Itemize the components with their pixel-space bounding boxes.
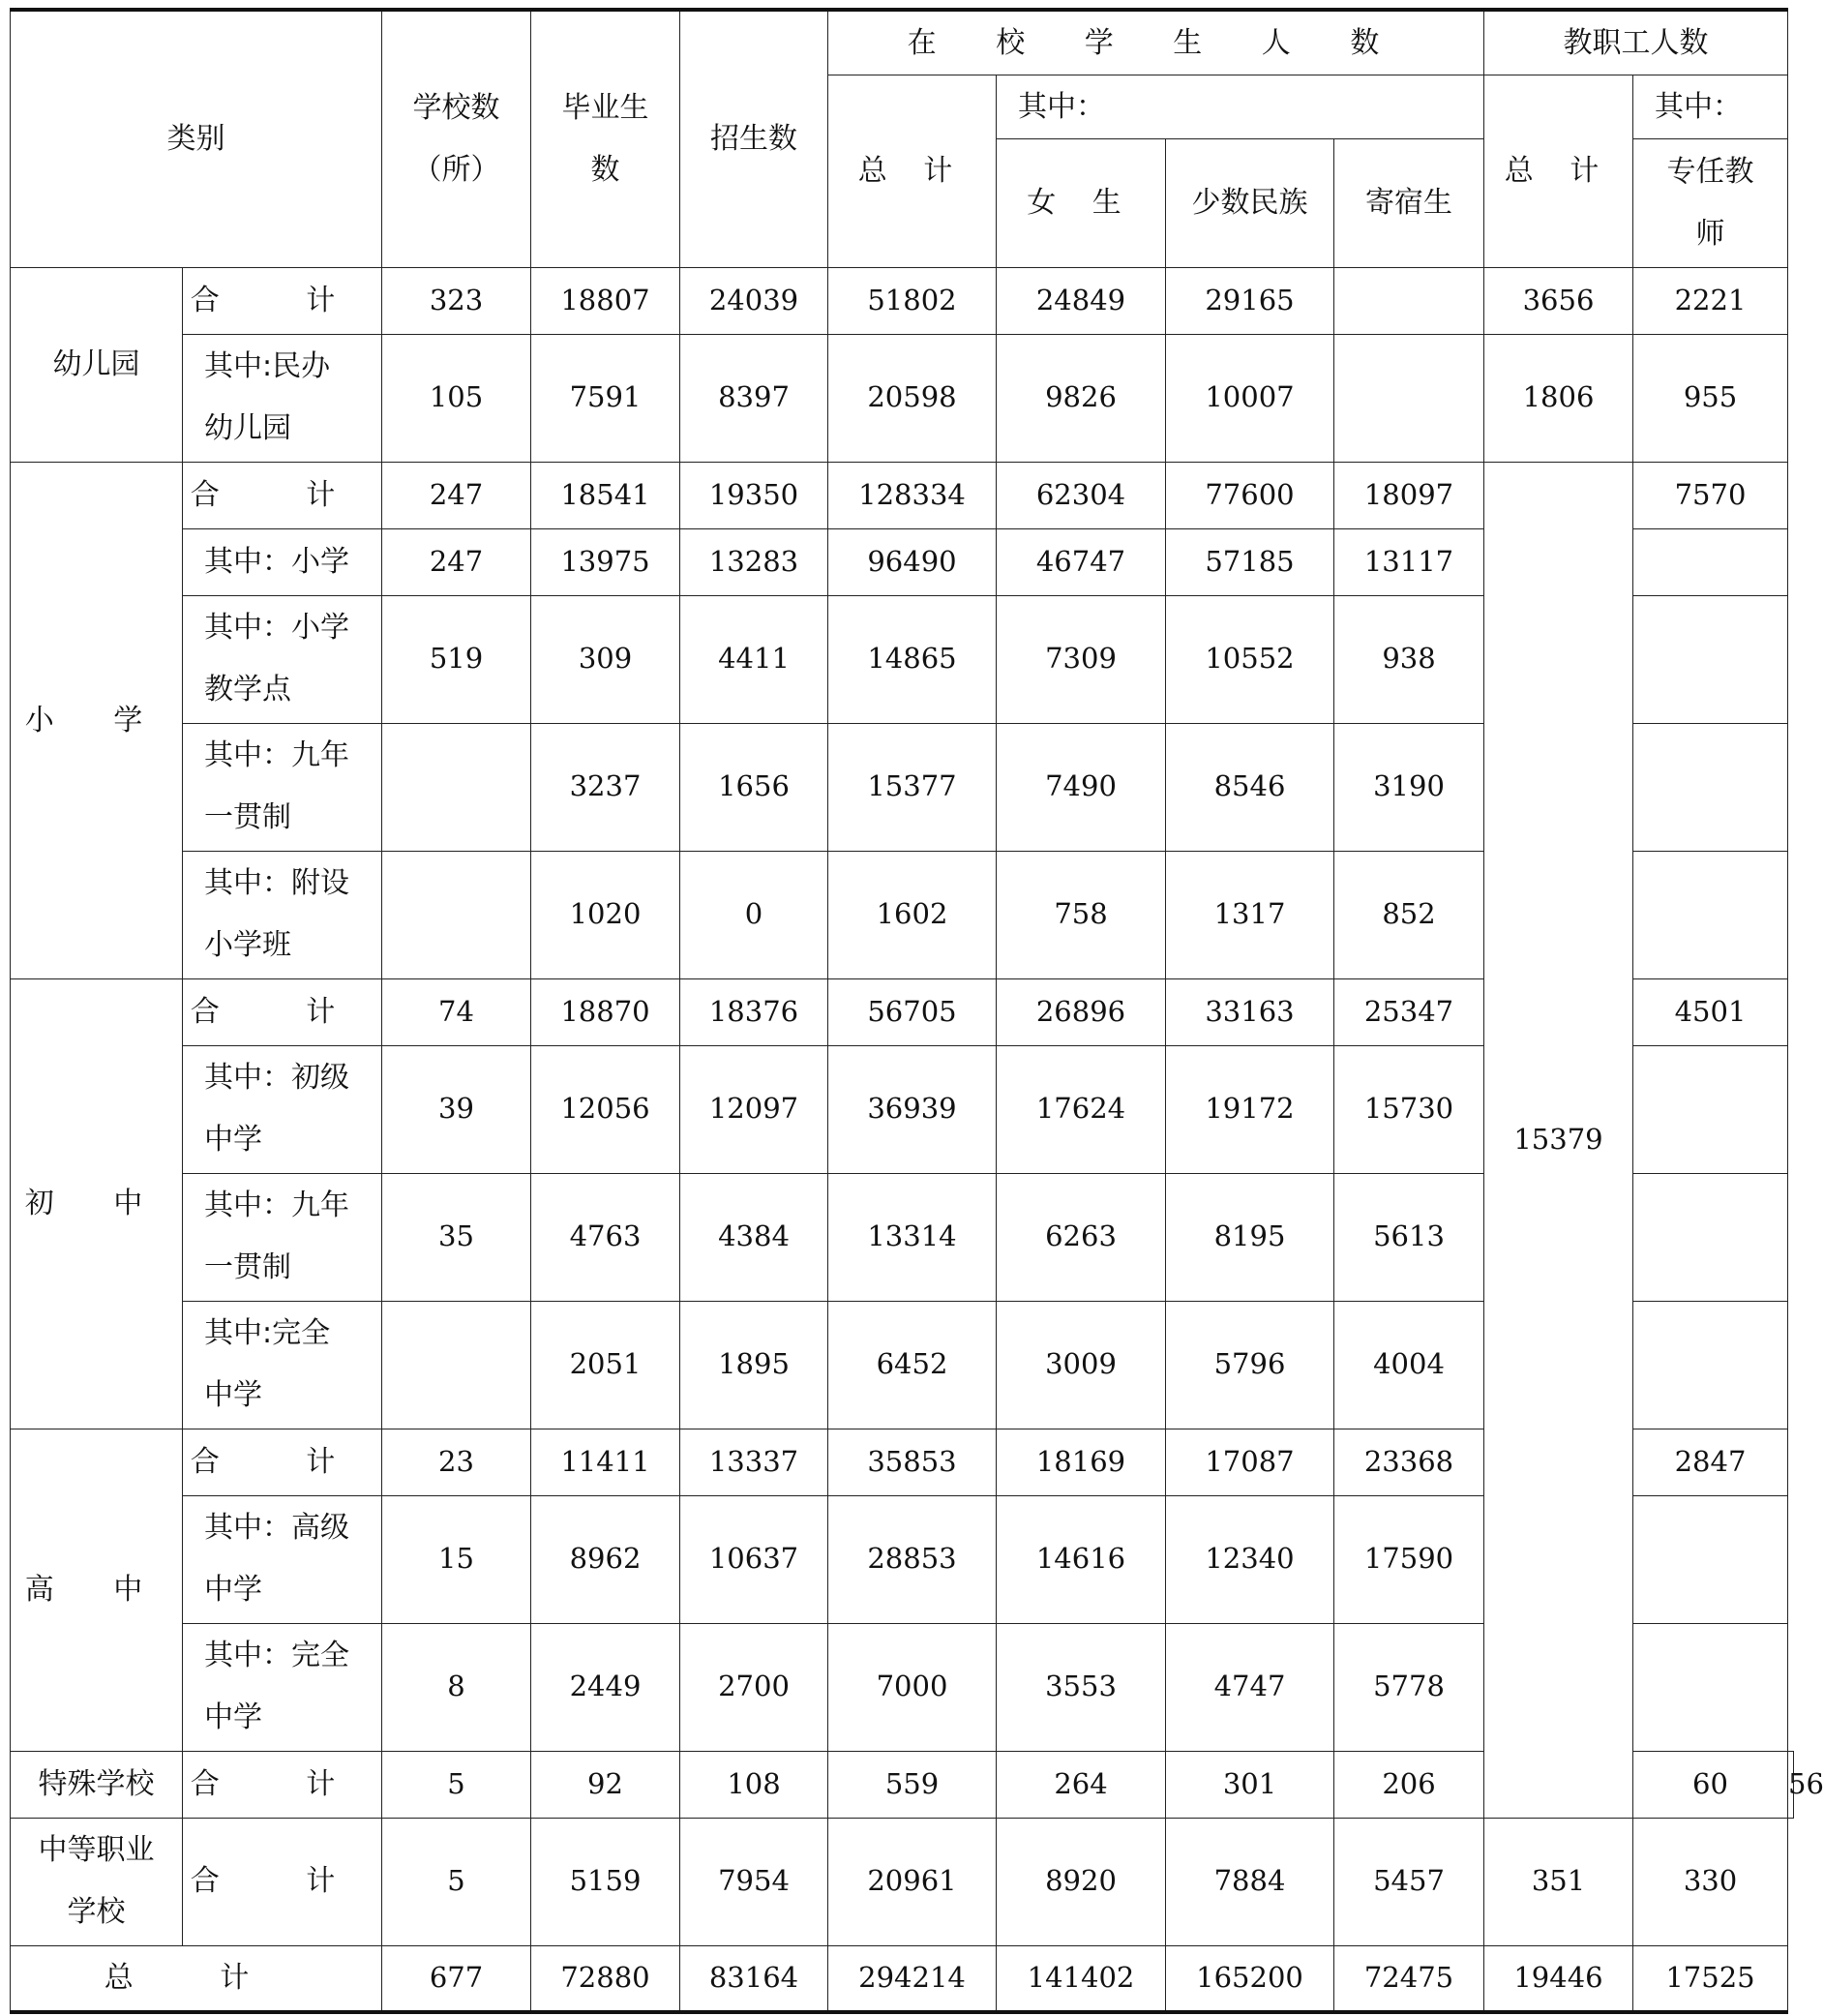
cell-female: 264: [997, 1751, 1166, 1818]
cell-graduates: 13975: [531, 528, 680, 595]
cell-enrollment: 10637: [680, 1495, 828, 1623]
cell-students-total: 559: [828, 1751, 997, 1818]
cell-students-total: 20961: [828, 1818, 997, 1945]
grand-total-label: 总 计: [11, 1945, 382, 2012]
cell-fulltime-teachers: 7570: [1633, 462, 1788, 528]
cell-students-total: 128334: [828, 462, 997, 528]
header-graduates: 毕业生 数: [531, 10, 680, 267]
cell-schools: 323: [382, 267, 531, 334]
cell-female: 24849: [997, 267, 1166, 334]
cell-boarding: 72475: [1334, 1945, 1484, 2012]
group-vocational: 中等职业 学校: [11, 1818, 183, 1945]
header-schools: 学校数 （所）: [382, 10, 531, 267]
header-fulltime-teachers: 专任教 师: [1633, 138, 1788, 267]
cell-graduates: 8962: [531, 1495, 680, 1623]
cell-graduates: 5159: [531, 1818, 680, 1945]
cell-enrollment: 108: [680, 1751, 828, 1818]
row-label: 其中：九年 一贯制: [183, 1173, 382, 1301]
header-female: 女 生: [997, 138, 1166, 267]
cell-boarding: 18097: [1334, 462, 1484, 528]
cell-schools: 519: [382, 595, 531, 723]
cell-boarding: [1334, 334, 1484, 462]
cell-enrollment: 83164: [680, 1945, 828, 2012]
header-staff-of-which: 其中：: [1633, 75, 1788, 138]
row-label: 其中:完全 中学: [183, 1301, 382, 1429]
cell-schools: [382, 723, 531, 851]
cell-schools: 8: [382, 1623, 531, 1751]
cell-fulltime-teachers: [1633, 1623, 1788, 1751]
cell-graduates: 11411: [531, 1429, 680, 1495]
cell-schools: 677: [382, 1945, 531, 2012]
cell-female: 14616: [997, 1495, 1166, 1623]
cell-students-total: 28853: [828, 1495, 997, 1623]
cell-boarding: 4004: [1334, 1301, 1484, 1429]
cell-enrollment: 0: [680, 851, 828, 978]
cell-minority: 29165: [1166, 267, 1334, 334]
cell-female: 6263: [997, 1173, 1166, 1301]
cell-students-total: 7000: [828, 1623, 997, 1751]
cell-boarding: 25347: [1334, 978, 1484, 1045]
cell-schools: 39: [382, 1045, 531, 1173]
cell-female: 7309: [997, 595, 1166, 723]
cell-boarding: 15730: [1334, 1045, 1484, 1173]
cell-fulltime-teachers: 2847: [1633, 1429, 1788, 1495]
header-enrollment: 招生数: [680, 10, 828, 267]
cell-minority: 165200: [1166, 1945, 1334, 2012]
row-label: 合 计: [183, 462, 382, 528]
cell-minority: 301: [1166, 1751, 1334, 1818]
cell-students-total: 15377: [828, 723, 997, 851]
row-label: 其中:民办 幼儿园: [183, 334, 382, 462]
cell-boarding: [1334, 267, 1484, 334]
cell-female: 8920: [997, 1818, 1166, 1945]
cell-boarding: 13117: [1334, 528, 1484, 595]
cell-minority: 10552: [1166, 595, 1334, 723]
cell-fulltime-teachers: [1633, 1495, 1788, 1623]
cell-boarding: 206: [1334, 1751, 1484, 1818]
cell-staff-total: 19446: [1484, 1945, 1633, 2012]
header-boarding: 寄宿生: [1334, 138, 1484, 267]
cell-enrollment: 7954: [680, 1818, 828, 1945]
cell-enrollment: 18376: [680, 978, 828, 1045]
cell-schools: 105: [382, 334, 531, 462]
cell-minority: 77600: [1166, 462, 1334, 528]
header-students-group: 在 校 学 生 人 数: [828, 10, 1484, 75]
cell-students-total: 294214: [828, 1945, 997, 2012]
cell-female: 3009: [997, 1301, 1166, 1429]
cell-graduates: 18541: [531, 462, 680, 528]
cell-fulltime-teachers: 955: [1633, 334, 1788, 462]
cell-fulltime-teachers: [1633, 1173, 1788, 1301]
cell-schools: 35: [382, 1173, 531, 1301]
cell-female: 9826: [997, 334, 1166, 462]
header-minority: 少数民族: [1166, 138, 1334, 267]
cell-fulltime-teachers: 17525: [1633, 1945, 1788, 2012]
cell-graduates: 92: [531, 1751, 680, 1818]
cell-fulltime-teachers: 2221: [1633, 267, 1788, 334]
cell-minority: 19172: [1166, 1045, 1334, 1173]
group-special: 特殊学校: [11, 1751, 183, 1818]
row-label: 其中：九年 一贯制: [183, 723, 382, 851]
cell-students-total: 20598: [828, 334, 997, 462]
cell-fulltime-teachers: 330: [1633, 1818, 1788, 1945]
cell-minority: 12340: [1166, 1495, 1334, 1623]
group-senior: 高 中: [11, 1429, 183, 1751]
cell-minority: 33163: [1166, 978, 1334, 1045]
cell-students-total: 35853: [828, 1429, 997, 1495]
cell-boarding: 938: [1334, 595, 1484, 723]
cell-staff-total: 3656: [1484, 267, 1633, 334]
cell-schools: 5: [382, 1818, 531, 1945]
cell-staff-total: 60: [1633, 1751, 1788, 1818]
cell-graduates: 1020: [531, 851, 680, 978]
cell-enrollment: 1656: [680, 723, 828, 851]
cell-schools: 23: [382, 1429, 531, 1495]
cell-staff-total-merged: 15379: [1484, 462, 1633, 1818]
cell-schools: 247: [382, 462, 531, 528]
cell-boarding: 17590: [1334, 1495, 1484, 1623]
cell-enrollment: 4411: [680, 595, 828, 723]
cell-students-total: 6452: [828, 1301, 997, 1429]
row-label: 其中：完全 中学: [183, 1623, 382, 1751]
cell-female: 141402: [997, 1945, 1166, 2012]
cell-graduates: 3237: [531, 723, 680, 851]
row-label: 合 计: [183, 267, 382, 334]
cell-minority: 8195: [1166, 1173, 1334, 1301]
cell-female: 3553: [997, 1623, 1166, 1751]
cell-students-total: 36939: [828, 1045, 997, 1173]
cell-graduates: 4763: [531, 1173, 680, 1301]
cell-minority: 4747: [1166, 1623, 1334, 1751]
row-label: 其中：初级 中学: [183, 1045, 382, 1173]
cell-fulltime-teachers: [1633, 723, 1788, 851]
cell-fulltime-teachers: [1633, 1301, 1788, 1429]
cell-schools: 247: [382, 528, 531, 595]
row-label: 合 计: [183, 1429, 382, 1495]
cell-female: 46747: [997, 528, 1166, 595]
cell-enrollment: 4384: [680, 1173, 828, 1301]
cell-schools: 74: [382, 978, 531, 1045]
cell-staff-total: 1806: [1484, 334, 1633, 462]
cell-students-total: 96490: [828, 528, 997, 595]
cell-enrollment: 8397: [680, 334, 828, 462]
cell-schools: 5: [382, 1751, 531, 1818]
cell-enrollment: 1895: [680, 1301, 828, 1429]
group-junior: 初 中: [11, 978, 183, 1429]
cell-female: 758: [997, 851, 1166, 978]
header-category: 类别: [11, 10, 382, 267]
cell-female: 17624: [997, 1045, 1166, 1173]
group-primary: 小 学: [11, 462, 183, 978]
cell-minority: 10007: [1166, 334, 1334, 462]
cell-boarding: 3190: [1334, 723, 1484, 851]
cell-enrollment: 13283: [680, 528, 828, 595]
cell-graduates: 72880: [531, 1945, 680, 2012]
row-label: 其中：附设 小学班: [183, 851, 382, 978]
cell-graduates: 7591: [531, 334, 680, 462]
row-label: 合 计: [183, 1751, 382, 1818]
cell-fulltime-teachers: [1633, 595, 1788, 723]
cell-fulltime-teachers: 56: [1788, 1751, 1794, 1818]
cell-fulltime-teachers: [1633, 528, 1788, 595]
cell-fulltime-teachers: 4501: [1633, 978, 1788, 1045]
cell-minority: 1317: [1166, 851, 1334, 978]
cell-schools: [382, 851, 531, 978]
group-kindergarten: 幼儿园: [11, 267, 183, 462]
cell-enrollment: 19350: [680, 462, 828, 528]
cell-students-total: 14865: [828, 595, 997, 723]
header-staff-group: 教职工人数: [1484, 10, 1788, 75]
cell-minority: 5796: [1166, 1301, 1334, 1429]
cell-fulltime-teachers: [1633, 851, 1788, 978]
cell-fulltime-teachers: [1633, 1045, 1788, 1173]
row-label: 合 计: [183, 978, 382, 1045]
cell-boarding: 5613: [1334, 1173, 1484, 1301]
cell-graduates: 18870: [531, 978, 680, 1045]
header-students-of-which: 其中：: [997, 75, 1484, 138]
cell-schools: 15: [382, 1495, 531, 1623]
cell-boarding: 5457: [1334, 1818, 1484, 1945]
cell-staff-total: 351: [1484, 1818, 1633, 1945]
cell-graduates: 12056: [531, 1045, 680, 1173]
cell-female: 18169: [997, 1429, 1166, 1495]
cell-female: 7490: [997, 723, 1166, 851]
cell-female: 62304: [997, 462, 1166, 528]
row-label: 合 计: [183, 1818, 382, 1945]
row-label: 其中：高级 中学: [183, 1495, 382, 1623]
cell-minority: 7884: [1166, 1818, 1334, 1945]
cell-graduates: 309: [531, 595, 680, 723]
cell-students-total: 13314: [828, 1173, 997, 1301]
header-students-total: 总 计: [828, 75, 997, 267]
cell-graduates: 18807: [531, 267, 680, 334]
cell-enrollment: 2700: [680, 1623, 828, 1751]
cell-enrollment: 13337: [680, 1429, 828, 1495]
cell-schools: [382, 1301, 531, 1429]
cell-boarding: 5778: [1334, 1623, 1484, 1751]
cell-students-total: 1602: [828, 851, 997, 978]
cell-students-total: 56705: [828, 978, 997, 1045]
cell-boarding: 852: [1334, 851, 1484, 978]
cell-minority: 8546: [1166, 723, 1334, 851]
cell-students-total: 51802: [828, 267, 997, 334]
education-statistics-table: [10, 8, 1824, 2014]
cell-boarding: 23368: [1334, 1429, 1484, 1495]
header-staff-total: 总 计: [1484, 75, 1633, 267]
cell-female: 26896: [997, 978, 1166, 1045]
cell-minority: 17087: [1166, 1429, 1334, 1495]
cell-minority: 57185: [1166, 528, 1334, 595]
cell-enrollment: 24039: [680, 267, 828, 334]
row-label: 其中：小学 教学点: [183, 595, 382, 723]
cell-graduates: 2449: [531, 1623, 680, 1751]
row-label: 其中：小学: [183, 528, 382, 595]
cell-enrollment: 12097: [680, 1045, 828, 1173]
cell-graduates: 2051: [531, 1301, 680, 1429]
